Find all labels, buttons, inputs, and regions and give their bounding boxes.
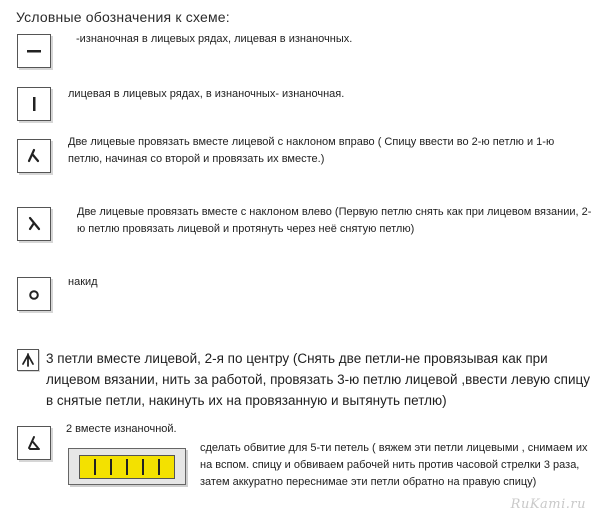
legend-text-yarn-over: накид [68, 276, 98, 288]
legend-text-knit: лицевая в лицевых рядах, в изнаночных- изнаночная. [68, 88, 345, 100]
yarn-over-icon [17, 277, 51, 311]
purl-dash-icon [17, 34, 51, 68]
purl2tog-icon [17, 426, 51, 460]
k2tog-right-icon [17, 139, 51, 173]
legend-text-three-together: 3 петли вместе лицевой, 2-я по центру (Снять две петли-не провязывая как при лицевом вязании, нить за работой, провязать 3-ю петлю лицевой ,ввести левую спицу в снятые петли, накинуть их на провязанную и вытянуть петлю) [46, 351, 590, 408]
legend-text-purl: -изнаночная в лицевых рядах, лицевая в изнаночных. [76, 33, 353, 45]
watermark: RuKami.ru [510, 497, 586, 512]
legend-text-purl2tog: 2 вместе изнаночной. [66, 423, 177, 435]
legend-text-wrap-five: сделать обвитие для 5-ти петель ( вяжем эти петли лицевыми , снимаем их на вспом. спицу и обвиваем рабочей нить против часовой стрелки 3 раза, затем аккуратно переснимае эти петли обратно на правую спицу) [200, 442, 588, 488]
wrap-five-icon [68, 448, 186, 485]
three-together-icon [17, 349, 39, 371]
k2tog-left-icon [17, 207, 51, 241]
legend-text-k2tog-right: Две лицевые провязать вместе лицевой с наклоном вправо ( Спицу ввести во 2-ю петлю и 1-ю петлю, начиная со второй и провязать их вместе.) [68, 136, 555, 165]
knit-bar-icon [17, 87, 51, 121]
legend-title: Условные обозначения к схеме: [16, 9, 230, 25]
legend-text-k2tog-left: Две лицевые провязать вместе с наклоном влево (Первую петлю снять как при лицевом вязании, 2-ю петлю провязать лицевой и протянуть через неё снятую петлю) [77, 206, 592, 235]
